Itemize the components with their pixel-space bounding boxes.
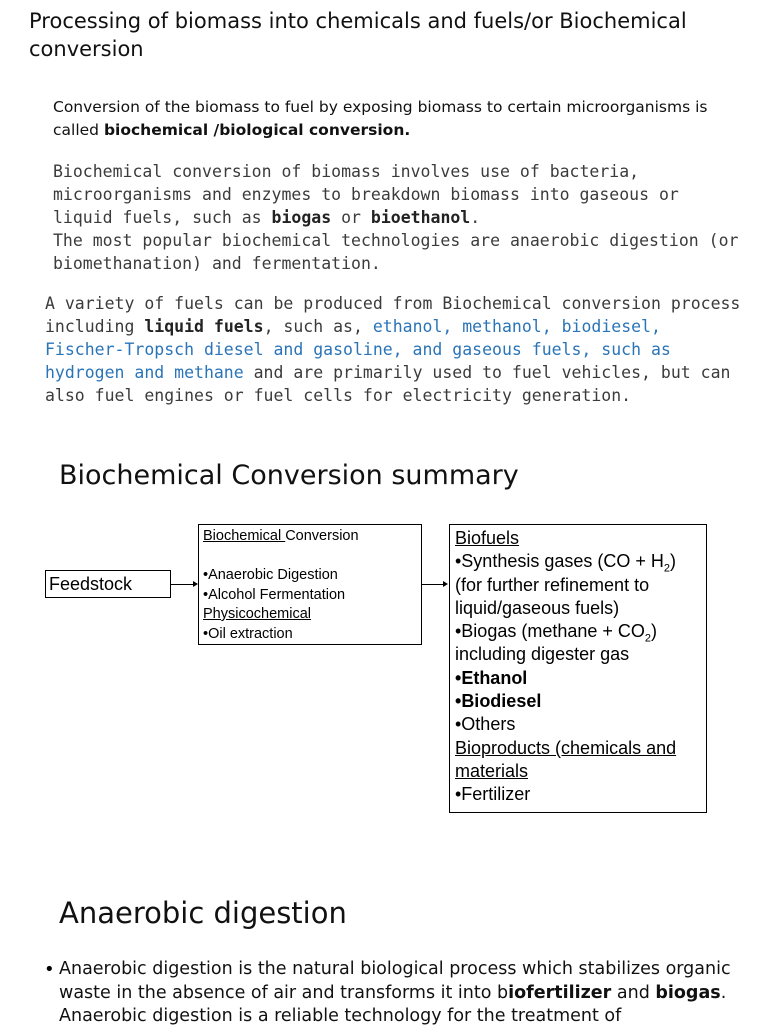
conversion-item-anaerobic: •Anaerobic Digestion xyxy=(203,567,338,583)
biochemical-paragraph xyxy=(53,160,743,275)
conversion-physico: Physicochemical xyxy=(203,606,311,622)
conversion-item-oil: •Oil extraction xyxy=(203,625,293,642)
anaerobic-heading: Anaerobic digestion xyxy=(59,896,347,930)
feedstock-box: Feedstock xyxy=(45,570,171,598)
para3-mid: , such as, xyxy=(263,317,373,336)
conversion-box xyxy=(198,524,422,645)
para2-line1: Biochemical conversion of biomass involves use of bacteria, microorganisms and enzymes to breakdown biomass into gaseous or liquid fuels, such as xyxy=(53,162,679,227)
conversion-head-underlined: Biochemical xyxy=(203,528,286,544)
biofuels-ethanol: •Ethanol xyxy=(455,667,528,688)
conversion-item-alcohol: •Alcohol Fermentation xyxy=(203,586,346,603)
conversion-head-rest: Conversion xyxy=(285,528,359,544)
biofuels-others: •Others xyxy=(455,714,516,735)
intro-paragraph xyxy=(53,96,743,142)
summary-heading: Biochemical Conversion summary xyxy=(59,460,519,491)
para2-or: or xyxy=(331,208,371,227)
intro-bold: biochemical /biological conversion. xyxy=(103,121,411,139)
biofuels-synthesis: •Synthesis gases $(CO + H_2)$ xyxy=(455,551,677,575)
para3-end: and are primarily used to fuel vehicles, but can also fuel engines or fuel cells for electricity generation. xyxy=(45,363,731,405)
bioproducts-heading: Bioproducts (chemicals and materials xyxy=(455,737,677,781)
para3-liquid: liquid fuels xyxy=(144,317,264,336)
fuels-paragraph xyxy=(45,292,745,407)
para3-start: A variety of fuels can be produced from Biochemical conversion process including xyxy=(45,294,741,336)
page-title: Processing of biomass into chemicals and fuels/or Biochemical conversion xyxy=(29,9,687,61)
biofuels-heading: Biofuels xyxy=(455,528,520,548)
arrow-head-2 xyxy=(443,581,448,587)
bioproducts-fertilizer: •Fertilizer xyxy=(455,784,531,805)
anaerobic-text: Anaerobic digestion is the natural biological process which stabilizes organic waste in the absence of air and transforms it into biofertilizer and biogas. Anaerobic digestion is a reliable technology for the treatment of xyxy=(59,959,731,1026)
anaerobic-bullet: • xyxy=(44,959,55,980)
conversion-heading xyxy=(203,527,421,547)
intro-text: Conversion of the biomass to fuel by exposing biomass to certain microorganisms is called xyxy=(53,98,708,139)
para2-period: . xyxy=(470,208,481,227)
para2-bioethanol: bioethanol xyxy=(370,208,471,227)
para2-line2: The most popular biochemical technologies are anaerobic digestion (or biomethanation) and fermentation. xyxy=(53,231,739,273)
biofuels-biogas: •Biogas (methane + $CO_2$) xyxy=(455,621,658,645)
biofuels-box xyxy=(449,524,707,813)
para3-blue: ethanol, methanol, biodiesel, Fischer-Tropsch diesel and gasoline, and gaseous fuels, such as hydrogen and methane xyxy=(45,317,671,382)
biofuels-synthesis-note: (for further refinement to liquid/gaseous fuels) xyxy=(455,574,650,618)
biofuels-biogas-note: including digester gas xyxy=(455,644,630,665)
para2-biogas: biogas xyxy=(271,208,332,227)
biofuels-biodiesel: •Biodiesel xyxy=(455,691,542,712)
